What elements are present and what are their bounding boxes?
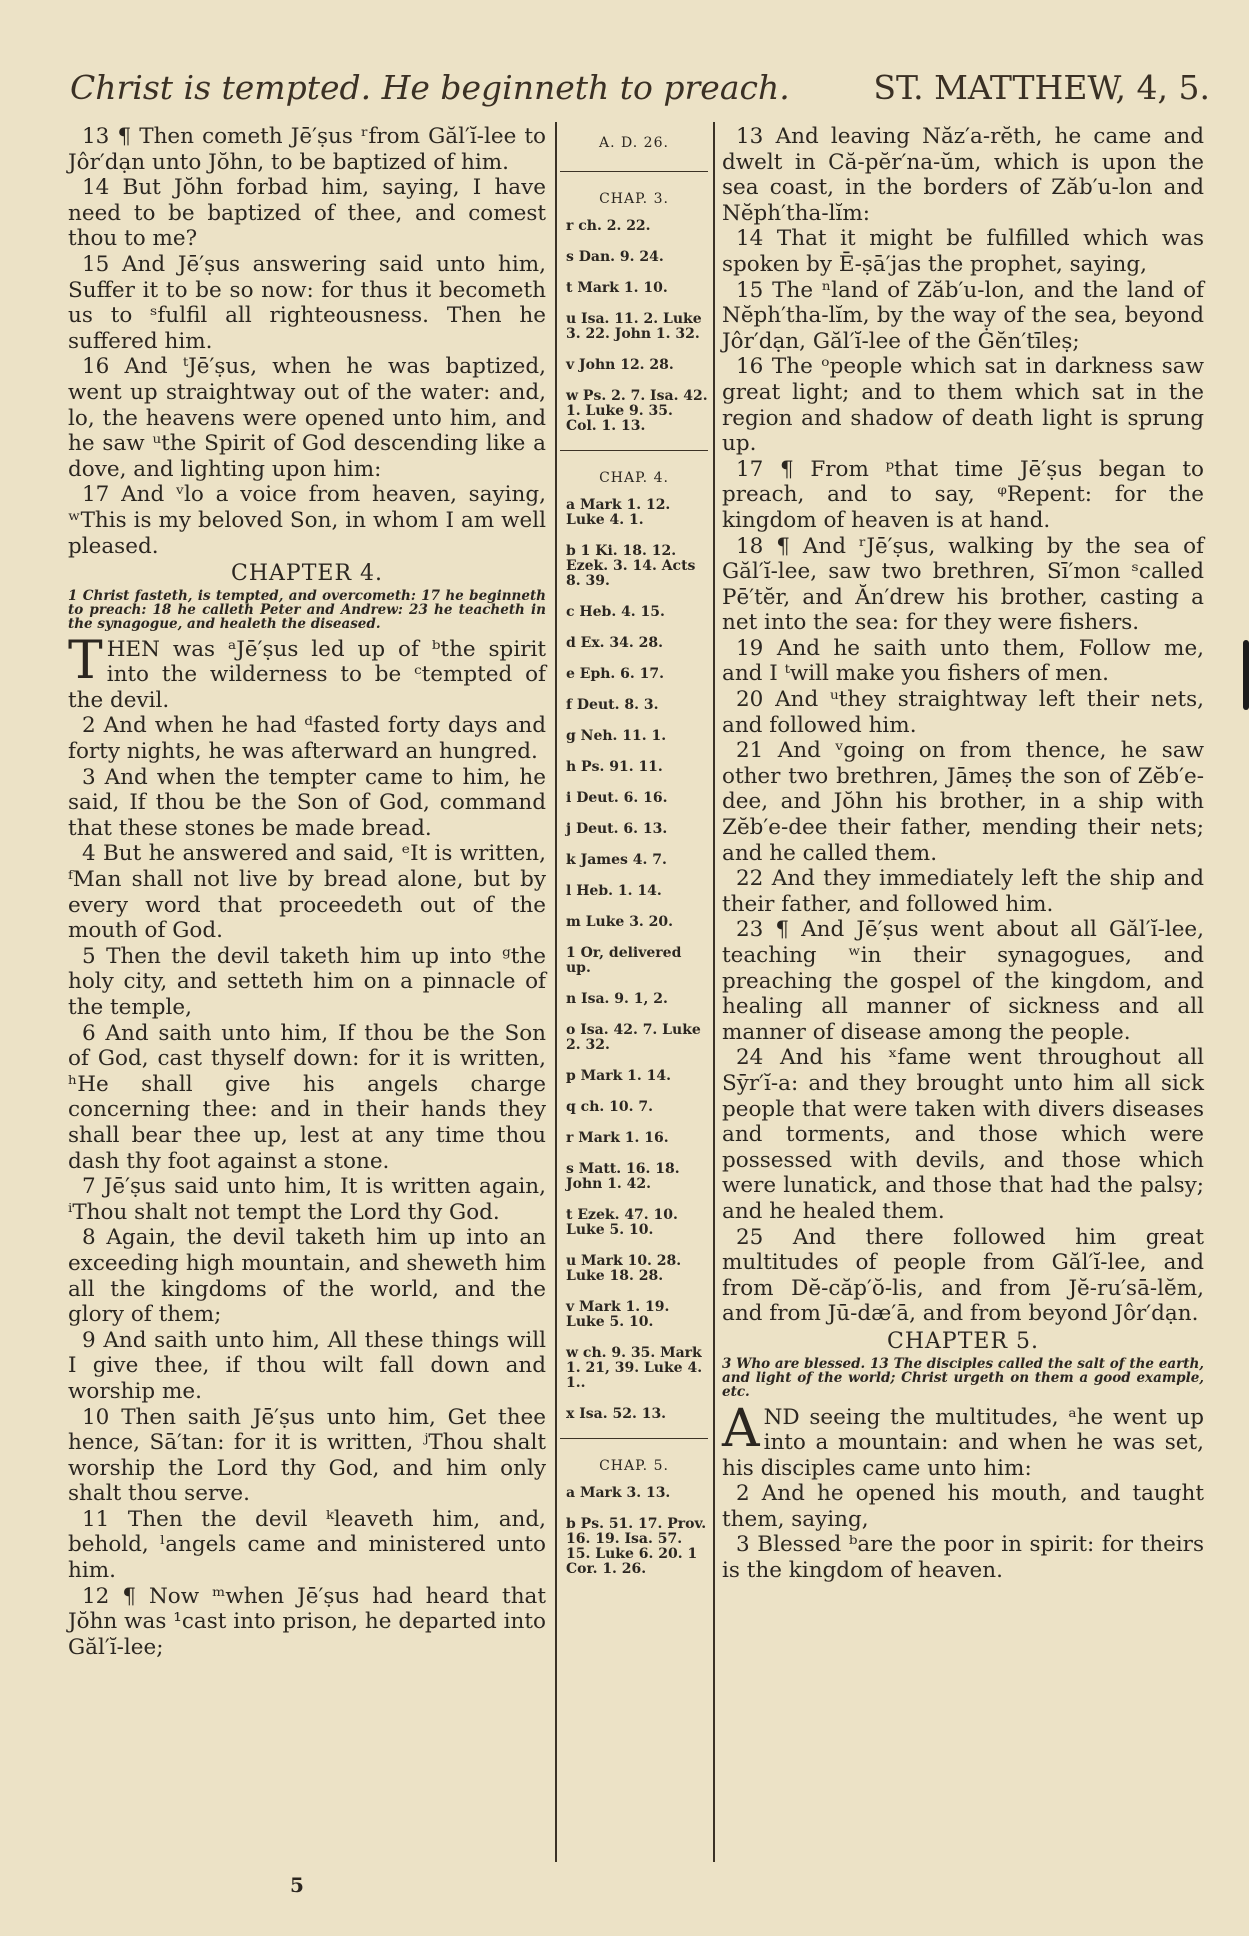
cross-reference: b Ps. 51. 17. Prov. 16. 19. Isa. 57. 15. Luke 6. 20. 1 Cor. 1. 26. [566, 1516, 707, 1577]
right-column [722, 124, 1204, 1584]
year-label: A. D. 26. [599, 135, 669, 151]
cross-reference: o Isa. 42. 7. Luke 2. 32. [566, 1022, 701, 1053]
verse: 17 And ᵛlo a voice from heaven, saying, ʷThis is my beloved Son, in whom I am well pleased. [68, 482, 546, 559]
chapter-heading: CHAPTER 4. [231, 561, 383, 587]
left-column [68, 124, 546, 1660]
verse: 2 And when he had ᵈfasted forty days and forty nights, he was afterward an hungred. [68, 713, 546, 765]
cross-reference: s Matt. 16. 18. John 1. 42. [566, 1161, 680, 1192]
drop-cap: T [68, 630, 103, 691]
column-divider-right [713, 122, 715, 1862]
cross-reference: w Ps. 2. 7. Isa. 42. 1. Luke 9. 35. Col. 1. 13. [566, 388, 708, 434]
verse: 3 And when the tempter came to him, he said, If thou be the Son of God, command that these stones be made bread. [68, 764, 546, 841]
running-head-right: ST. MATTHEW, 4, 5. [873, 68, 1210, 107]
verse-text: HEN was ᵃJē′ṣus led up of ᵇthe spirit into the wilderness to be ᶜtempted of the devil. [68, 636, 546, 713]
verse: 24 And his ˣfame went throughout all Sȳr′ĭ-a: and they brought unto him all sick people that were taken with divers diseases and torments, and those which were possessed with devils, and those which were lunatick, and those that had the palsy; and he healed them. [722, 1045, 1204, 1224]
verse: 13 And leaving Năz′a-rĕth, he came and dwelt in Că-pĕr′na-ŭm, which is upon the sea coast, in the borders of Zăb′u-lon and Nĕph′tha-lĭm: [722, 124, 1204, 226]
verse: 16 And ᵗJē′ṣus, when he was baptized, went up straightway out of the water: and, lo, the heavens were opened unto him, and he saw ᵘthe Spirit of God descending like a dove, and lighting upon him: [68, 354, 546, 482]
divider [560, 171, 708, 172]
cross-reference: f Deut. 8. 3. [566, 697, 659, 713]
cross-reference-column [560, 124, 708, 1593]
cross-reference: u Isa. 11. 2. Luke 3. 22. John 1. 32. [566, 311, 702, 342]
verse: 20 And ᵘthey straightway left their nets, and followed him. [722, 687, 1204, 738]
column-divider-left [555, 122, 557, 1862]
drop-cap: A [722, 1398, 760, 1459]
running-head-left: Christ is tempted. He beginneth to preach. [70, 68, 790, 107]
cross-reference: i Deut. 6. 16. [566, 790, 668, 806]
cross-reference: h Ps. 91. 11. [566, 759, 663, 775]
refs-chapter-3 [560, 219, 708, 434]
chapter-heading: CHAPTER 5. [887, 1328, 1039, 1354]
refs-chapter-4 [560, 498, 708, 1422]
verse: 14 That it might be fulfilled which was spoken by Ē-ṣā′jas the prophet, saying, [722, 226, 1204, 277]
verse: 12 ¶ Now ᵐwhen Jē′ṣus had heard that Jŏhn was ¹cast into prison, he departed into Găl′ĭ-lee; [68, 1583, 546, 1660]
page-header [70, 68, 1210, 122]
divider [560, 450, 708, 451]
cross-reference: j Deut. 6. 13. [566, 821, 668, 837]
cross-reference: a Mark 1. 12. Luke 4. 1. [566, 497, 671, 528]
verse: 5 Then the devil taketh him up into ᵍthe holy city, and setteth him on a pinnacle of the temple, [68, 943, 546, 1020]
verse-text: ND seeing the multitudes, ᵃhe went up into a mountain: and when he was set, his disciples came unto him: [722, 1404, 1204, 1481]
verse: 23 ¶ And Jē′ṣus went about all Găl′ĭ-lee, teaching ʷin their synagogues, and preaching the gospel of the kingdom, and healing all manner of sickness and all manner of disease among the people. [722, 917, 1204, 1045]
verse: 14 But Jŏhn forbad him, saying, I have need to be baptized of thee, and comest thou to me? [68, 175, 546, 252]
page-number: 5 [290, 1873, 304, 1897]
verse: 21 And ᵛgoing on from thence, he saw other two brethren, Jāmeṣ the son of Zĕb′e-dee, and Jŏhn his brother, in a ship with Zĕb′e-dee their father, mending their nets; and he called them. [722, 738, 1204, 866]
verse: 18 ¶ And ʳJē′ṣus, walking by the sea of Găl′ĭ-lee, saw two brethren, Sī′mon ˢcalled Pē′tĕr, and Ăn′drew his brother, casting a net into the sea: for they were fishers. [722, 533, 1204, 636]
cross-reference: b 1 Ki. 18. 12. Ezek. 3. 14. Acts 8. 39. [566, 543, 696, 589]
chapter-ref-heading: CHAP. 4. [599, 470, 669, 486]
cross-reference: q ch. 10. 7. [566, 1099, 653, 1115]
cross-reference: u Mark 10. 28. Luke 18. 28. [566, 1253, 682, 1284]
verse: 15 The ⁿland of Zăb′u-lon, and the land of Nĕph′tha-lĭm, by the way of the sea, beyond Jôr′dạn, Găl′ĭ-lee of the Ġĕn′tīleṣ; [722, 277, 1204, 354]
cross-reference: l Heb. 1. 14. [566, 883, 662, 899]
cross-reference: c Heb. 4. 15. [566, 604, 665, 620]
verse: 16 The ᵒpeople which sat in darkness saw great light; and to them which sat in the region and shadow of death light is sprung up. [722, 354, 1204, 457]
verse: 25 And there followed him great multitudes of people from Găl′ĭ-lee, and from Dĕ-căp′ŏ-lis, and from Jĕ-ru′sā-lĕm, and from Jū-dæ′ā, and from beyond Jôr′dạn. [722, 1224, 1204, 1327]
cross-reference: s Dan. 9. 24. [566, 249, 664, 265]
verse: 10 Then saith Jē′ṣus unto him, Get thee hence, Sā′tan: for it is written, ʲThou shalt worship the Lord thy God, and him only shalt thou serve. [68, 1404, 546, 1507]
verse: 7 Jē′ṣus said unto him, It is written again, ⁱThou shalt not tempt the Lord thy God. [68, 1174, 546, 1225]
cross-reference: k James 4. 7. [566, 852, 667, 868]
cross-reference: v Mark 1. 19. Luke 5. 10. [566, 1299, 670, 1330]
verse [722, 1398, 1204, 1482]
chapter-ref-heading: CHAP. 3. [599, 191, 669, 207]
verse: 2 And he opened his mouth, and taught them, saying, [722, 1481, 1204, 1532]
chapter-summary: 1 Christ fasteth, is tempted, and overcometh: 17 he beginneth to preach: 18 he calleth Peter and Andrew: 23 he teacheth in the synagogue, and healeth the diseased. [68, 587, 546, 632]
cross-reference: a Mark 3. 13. [566, 1485, 671, 1501]
cross-reference: n Isa. 9. 1, 2. [566, 991, 668, 1007]
cross-reference: g Neh. 11. 1. [566, 728, 667, 744]
cross-reference: d Ex. 34. 28. [566, 635, 664, 651]
cross-reference: w ch. 9. 35. Mark 1. 21, 39. Luke 4. 1.. [566, 1345, 703, 1391]
verse: 22 And they immediately left the ship and their father, and followed him. [722, 866, 1204, 917]
cross-reference: p Mark 1. 14. [566, 1068, 672, 1084]
binding-mark [1243, 640, 1249, 710]
divider [560, 1438, 708, 1439]
verse [68, 630, 546, 714]
verse: 3 Blessed ᵇare the poor in spirit: for theirs is the kingdom of heaven. [722, 1532, 1204, 1584]
cross-reference: x Isa. 52. 13. [566, 1406, 667, 1422]
verse: 9 And saith unto him, All these things will I give thee, if thou wilt fall down and worship me. [68, 1327, 546, 1404]
verse: 17 ¶ From ᵖthat time Jē′ṣus began to preach, and to say, ᵠRepent: for the kingdom of heaven is at hand. [722, 456, 1204, 533]
cross-reference: 1 Or, delivered up. [566, 945, 682, 976]
cross-reference: t Ezek. 47. 10. Luke 5. 10. [566, 1207, 678, 1238]
cross-reference: r Mark 1. 16. [566, 1130, 669, 1146]
verse: 6 And saith unto him, If thou be the Son of God, cast thyself down: for it is written, ʰHe shall give his angels charge concerning thee: and in their hands they shall bear thee up, lest at any time thou dash thy foot against a stone. [68, 1020, 546, 1174]
verse: 19 And he saith unto them, Follow me, and I ᵗwill make you fishers of men. [722, 635, 1204, 687]
cross-reference: e Eph. 6. 17. [566, 666, 665, 682]
verse: 4 But he answered and said, ᵉIt is written, ᶠMan shall not live by bread alone, but by every word that proceedeth out of the mouth of God. [68, 841, 546, 944]
cross-reference: m Luke 3. 20. [566, 914, 674, 930]
cross-reference: r ch. 2. 22. [566, 218, 651, 234]
verse: 13 ¶ Then cometh Jē′ṣus ʳfrom Găl′ĭ-lee to Jôr′dạn unto Jŏhn, to be baptized of him. [68, 124, 546, 175]
refs-chapter-5 [560, 1486, 708, 1577]
verse: 15 And Jē′ṣus answering said unto him, Suffer it to be so now: for thus it becometh us to ˢfulfil all righteousness. Then he suffered him. [68, 251, 546, 354]
chapter-summary: 3 Who are blessed. 13 The disciples called the salt of the earth, and light of the world; Christ urgeth on them a good example, etc. [722, 1355, 1204, 1400]
cross-reference: v John 12. 28. [566, 357, 674, 373]
verse: 8 Again, the devil taketh him up into an exceeding high mountain, and sheweth him all the kingdoms of the world, and the glory of them; [68, 1225, 546, 1328]
chapter-ref-heading: CHAP. 5. [599, 1458, 669, 1474]
verse: 11 Then the devil ᵏleaveth him, and, behold, ˡangels came and ministered unto him. [68, 1506, 546, 1584]
cross-reference: t Mark 1. 10. [566, 280, 668, 296]
